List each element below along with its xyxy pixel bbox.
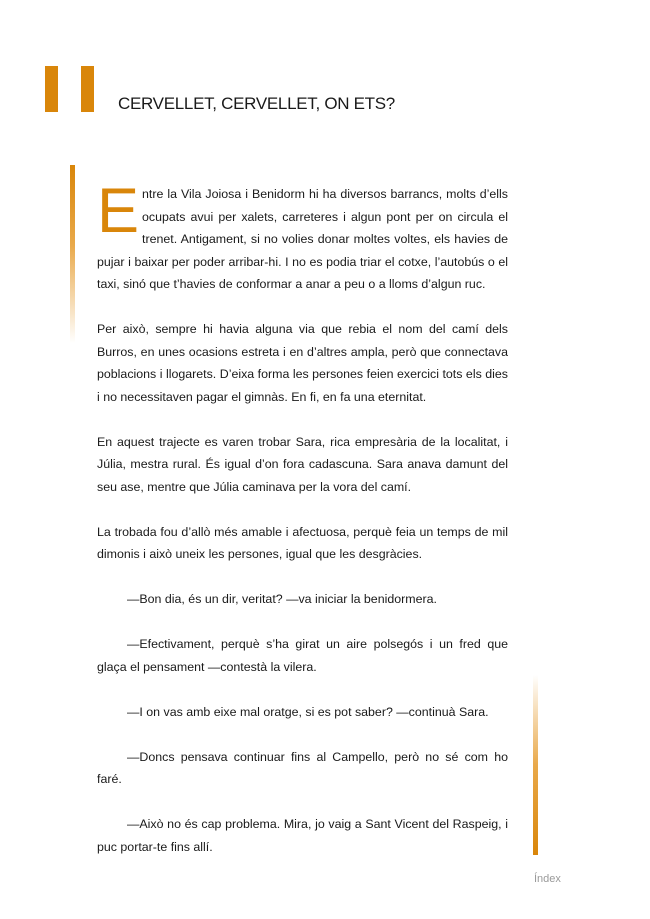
chapter-number-mark-1 [45, 66, 58, 112]
chapter-title: CERVELLET, CERVELLET, ON ETS? [118, 94, 395, 113]
dialogue-line-3: —I on vas amb eixe mal oratge, si es pot saber? —continuà Sara. [127, 704, 489, 719]
drop-cap: E [97, 176, 140, 246]
paragraph-2: Per això, sempre hi havia alguna via que rebia el nom del camí dels Burros, en unes ocasions estreta i en d’altres ampla, però que connectava poblacions i llogarets. D’eixa forma les persones feien exercici tots els dies i no necessitaven pagar el gimnàs. En fi, en fa una eternitat. [97, 322, 508, 404]
dialogue-line-4: —Doncs pensava continuar fins al Campello, però no sé com ho faré. [97, 749, 508, 786]
decorative-bar-right [533, 675, 538, 855]
decorative-bar-left [70, 165, 75, 343]
dialogue-line-2: —Efectivament, perquè s’ha girat un aire polsegós i un fred que glaça el pensament —contestà la vilera. [97, 637, 508, 674]
chapter-body [97, 176, 508, 881]
paragraph-text: ntre la Vila Joiosa i Benidorm hi ha diversos barrancs, molts d’ells ocupats avui per xalets, carreteres i algun pont per on circula el trenet. Antigament, si no volies donar moltes voltes, els havies de pujar i baixar per poder arribar-hi. I no es podia triar el cotxe, l’autobús o el taxi, sinó que t’havies de conformar a anar a peu o a lloms d’algun ruc. [97, 187, 508, 291]
paragraph-3: En aquest trajecte es varen trobar Sara, rica empresària de la localitat, i Júlia, mestra rural. És igual d’on fora cadascuna. Sara anava damunt del seu ase, mentre que Júlia caminava per la vora del camí. [97, 434, 508, 494]
paragraph-4: La trobada fou d’allò més amable i afectuosa, perquè feia un temps de mil dimonis i això uneix les persones, igual que les desgràcies. [97, 524, 508, 561]
chapter-number-mark-2 [81, 66, 94, 112]
dialogue-line-1: —Bon dia, és un dir, veritat? —va iniciar la benidormera. [127, 592, 437, 606]
index-link[interactable]: Índex [534, 873, 561, 885]
dialogue-line-5: —Això no és cap problema. Mira, jo vaig a Sant Vicent del Raspeig, i puc portar-te fins allí. [97, 817, 508, 854]
paragraph-1 [97, 176, 508, 296]
